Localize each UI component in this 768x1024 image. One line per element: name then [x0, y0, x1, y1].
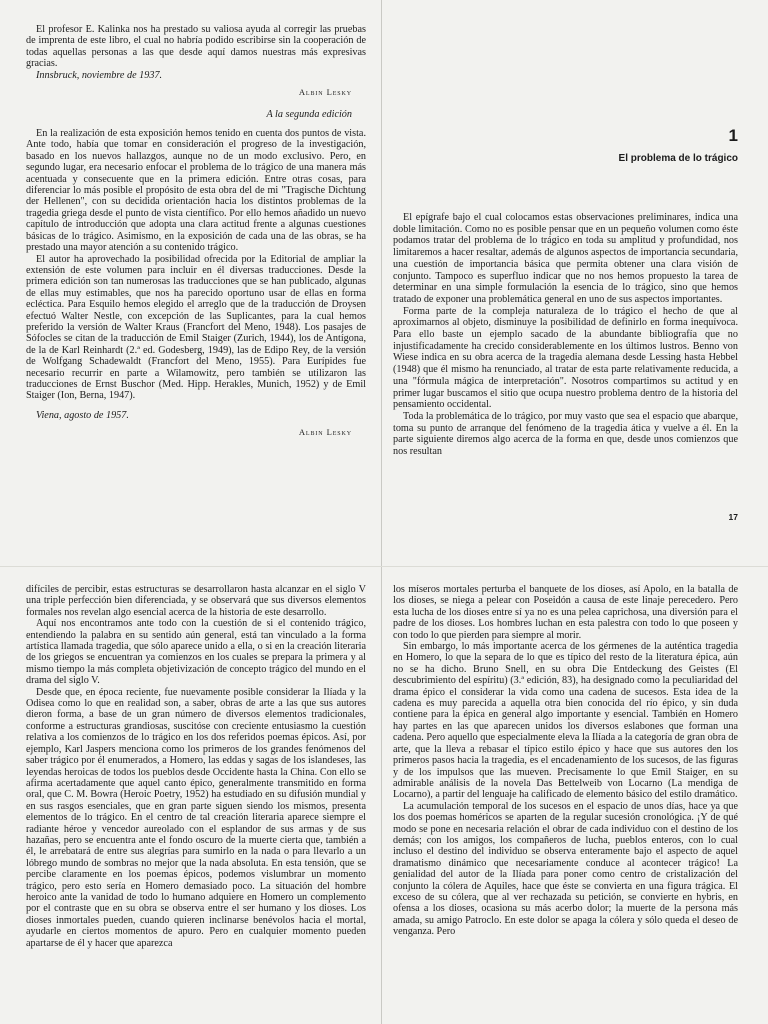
- preface-paragraph: En la realización de esta exposición hemos tenido en cuenta dos puntos de vista. Ante todo, había que tomar en consideración el progreso de la investigación, basado en los nuevos hallazgos, aunque no de un modo exclusivo. Pero, en segundo lugar, era necesario enfocar el problema de lo trágico de una manera más acentuada y consecuente que en la primera edición. Entre otras cosas, para diferenciar lo más posible el propósito de esta obra del de mi "Tragische Dichtung der Hellenen", con su decidida orientación hacia los distintos problemas de la tragedia griega desde el punto de vista científico. Por ello hemos añadido un nuevo capítulo de introducción que adopta una clara actitud frente a algunas cuestiones básicas de lo trágico. Asimismo, en la exposición de cada una de las obras, se ha prestado una mayor atención a su contenido trágico.: [26, 128, 366, 254]
- body-paragraph: difíciles de percibir, estas estructuras se desarrollaron hasta alcanzar en el siglo V una triple perfección bien diferenciada, y se observará que sus diversos elementos formales nos revelan algo esencial acerca de la historia de este desarrollo.: [26, 584, 366, 618]
- body-page-right: [393, 584, 738, 1024]
- body-paragraph: Sin embargo, lo más importante acerca de los gérmenes de la auténtica tragedia en Homero, lo que la separa de lo que es típico del resto de la literatura épica, aún no se ha dicho. Bruno Snell, en su obra Die Entdeckung des Geistes (El descubrimiento del espíritu) (3.ª edición, 83), ha designado como la peculiaridad del drama épico el considerar la vida como una cadena de sucesos. Esta idea de la cadena es muy parecida a aquella otra bien conocida del río épico, y sin duda contiene para la épica en general algo importante y esencial. También en Homero hay partes en las que aparecen unidos los diversos eslabones que forman una cadena. Pero aquello que especialmente eleva la Ilíada a la categoría de gran obra de arte, que la lleva a rebasar el típico estilo épico y hace que sus autores den los primeros pasos hacia la tragedia, es el encadenamiento de los sucesos, de las figuras y de los impulsos que las mueven. Precisamente lo que Emil Staiger, en su admirable análisis de la novela Das Bettelweib von Locarno (La mendiga de Locarno), a partir del lenguaje ha calificado de elemento básico del estilo dramático.: [393, 641, 738, 801]
- body-page-left: [26, 584, 366, 1024]
- chapter-title: El problema de lo trágico: [618, 153, 738, 164]
- body-paragraph: La acumulación temporal de los sucesos en el espacio de unos días, hace ya que los dos poemas homéricos se aparten de la regular sucesión cronológica. ¡Y de qué modo se pone en necesaria relación el obrar de cada individuo con el destino de los demás; con los amigos, los compañeros de lucha, pueblos enteros, con lo cual incluso el destino del individuo se observa enteramente bajo el aspecto de aquel dramatismo dinámico que necesariamente conduce al acontecer trágico! La genialidad del autor de la Ilíada para poner como centro de cristalización del conjunto la cólera de Aquiles, hace que éste se convierta en una figura trágica. El exceso de su cólera, que al ver rechazada su petición, se convierte en hybris, en ofensa a los dioses, ocasiona su más acerbo dolor; la muerte de la persona más amada, su amigo Patroclo. En este dolor se apaga la cólera y sólo queda el deseo de venganza. Pero: [393, 800, 738, 938]
- preface-paragraph: El autor ha aprovechado la posibilidad ofrecida por la Editorial de ampliar la extensión de este volumen para incluir en él diversas traducciones. Desde la primera edición son tan numerosas las traducciones que se han publicado, algunas de ellas muy estimables, que nos ha parecido oportuno usar de ellas en forma ecléctica. Para Esquilo hemos elegido el arreglo que de la traducción de Droysen efectuó Walter Nestle, con excepción de las Suplicantes, para la cual hemos preferido la versión de Walter Kraus (Francfort del Meno, 1948). Los pasajes de Sófocles se citan de la traducción de Emil Staiger (Zurich, 1944), los de Antígona, de la de Karl Reinhardt (2.ª ed. Godesberg, 1949), las de Edipo Rey, de la versión de Wolfgang Schadewaldt (Francfort del Meno, 1955). Para Eurípides fue necesario recurrir en parte a Wilamowitz, pero también se utilizaron las traducciones de Ernst Buschor (Med. Hipp. Herakles, Munich, 1952) y de Emil Staiger (Ion, Berna, 1947).: [26, 253, 366, 402]
- body-paragraph: los míseros mortales perturba el banquete de los dioses, así Apolo, en la batalla de los dioses, se niega a pelear con Poseidón a causa de este linaje perecedero. Pero esta lucha de los dioses entre sí ya no es una pelea caprichosa, una diversión para el padre de los dioses. Los hombres luchan en esta palestra con todo lo que poseen y con todo lo que pierden para siempre al morir.: [393, 584, 738, 641]
- author-signature: Albin Lesky: [298, 87, 352, 98]
- spacer: [26, 402, 366, 410]
- chapter-paragraph: Toda la problemática de lo trágico, por muy vasto que sea el espacio que abarque, toma su punto de arranque del fenómeno de la tragedia ática y vuelve a él. En la parte siguiente diremos algo acerca de la forma en que, desde unos comienzos que nos resultan: [393, 410, 738, 458]
- author-signature: Albin Lesky: [298, 427, 352, 438]
- body-paragraph: Aquí nos encontramos ante todo con la cuestión de si el contenido trágico, entendiendo la palabra en su sentido aún general, está tan vinculado a la forma artística llamada tragedia, que sólo aparece unido a ella, o si en la creación literaria de los griegos se encuentran ya comienzos en los cuales se prepara la primera y al mismo tiempo la más completa objetivización de concepto trágico del mundo en el drama del siglo V.: [26, 618, 366, 687]
- scan-divider: [0, 566, 768, 567]
- chapter-number: 1: [728, 126, 738, 145]
- chapter-page: [393, 118, 738, 528]
- page-number: 17: [728, 512, 738, 522]
- acknowledgement-paragraph: El profesor E. Kalinka nos ha prestado su valiosa ayuda al corregir las pruebas de imprenta de este libro, el cual no habría podido escribirse sin la cooperación de todas aquellas personas a las que desde aquí damos nuestras más expresivas gracias.: [26, 24, 366, 70]
- chapter-paragraph: El epígrafe bajo el cual colocamos estas observaciones preliminares, indica una doble limitación. Como no es posible pensar que en un pequeño volumen como éste podamos tratar del problema de lo trágico en toda su amplitud y profundidad, nos limitaremos a hacer resaltar, además de algunos aspectos de importancia secundaria, una cuestión de importancia básica que permita obtener una clara visión de conjunto. Tampoco es superfluo indicar que no nos hemos propuesto la tarea de determinar en una simple formulación la esencia de lo trágico, sino que hemos tratado de exponer una problemática general en uno de sus aspectos importantes.: [393, 212, 738, 305]
- body-paragraph: Desde que, en época reciente, fue nuevamente posible considerar la Ilíada y la Odisea como lo que en realidad son, a saber, obras de arte a las que sus autores dieron forma, a base de un gran número de diversos elementos tradicionales, conforme a estructuras grandiosas, suscitóse con creciente entusiasmo la cuestión relativa a los comienzos de lo trágico en los dos referidos poemas épicos. Así, por ejemplo, Karl Jaspers menciona como los primeros de los grandes fenómenos del saber trágico por él enumerados, a Homero, las eddas y sagas de los islandeses, las leyendas heroicas de todos los pueblos desde Occidente hasta la China. Con ello se afirma acertadamente que aquel canto épico, generalmente transmitido en forma oral, que C. M. Bowra (Heroic Poetry, 1952) ha estudiado en su difusión mundial y en sus rasgos esenciales, que en gran parte siguen siendo los mismos, presenta elementos de lo trágico. En el centro de tal creación literaria aparece siempre el radiante héroe y vencedor aureolado con el esplandor de sus armas y de sus hazañas, pero se encuentra ante el fondo oscuro de la muerte cierta que, también a él, le arrebatará de entre sus alegrías para sumirlo en la nada o para llevarlo a un lóbrego mundo de sombras no mejor que la nada absoluta. En esta tensión, que se percibe claramente en los poemas épicos, podemos vislumbrar un momento trágico, pero esto sería en Homero demasiado poco. La situación del hombre heroico ante la vanidad de todo lo humano adquiere en Homero un complemento por el contraste que en su obra se observa entre el ser humano y los dioses. Los dioses inmortales pueden, cuando quieren inclinarse benévolos hacia el mortal, ayudarle en ciertos momentos de apuro. Pero en cualquier momento pueden apartarse de él y hacer que aparezca: [26, 686, 366, 949]
- second-edition-heading: A la segunda edición: [266, 109, 352, 121]
- book-gutter: [381, 0, 382, 1024]
- preface-place-date: Viena, agosto de 1957.: [36, 409, 129, 421]
- preface-place-date: Innsbruck, noviembre de 1937.: [36, 69, 163, 81]
- chapter-paragraph: Forma parte de la compleja naturaleza de lo trágico el hecho de que al aproximarnos al objeto, disminuye la posibilidad de definirlo en forma inequívoca. Para ello baste un ejemplo sacado de la abundante bibliografía que no injustificadamente ha crecido considerablemente en los últimos lustros. Benno von Wiese indica en su obra acerca de la tragedia alemana desde Lessing hasta Hebbel (1948) que él mismo ha renunciado, al tratar de esta parte relativamente reducida, a una "fórmula mágica de interpretación". Nosotros compartimos su actitud y en primer lugar buscamos el sitio que ocupa nuestro problema dentro de la historia del pensamiento occidental.: [393, 305, 738, 411]
- preface-page: [26, 24, 366, 544]
